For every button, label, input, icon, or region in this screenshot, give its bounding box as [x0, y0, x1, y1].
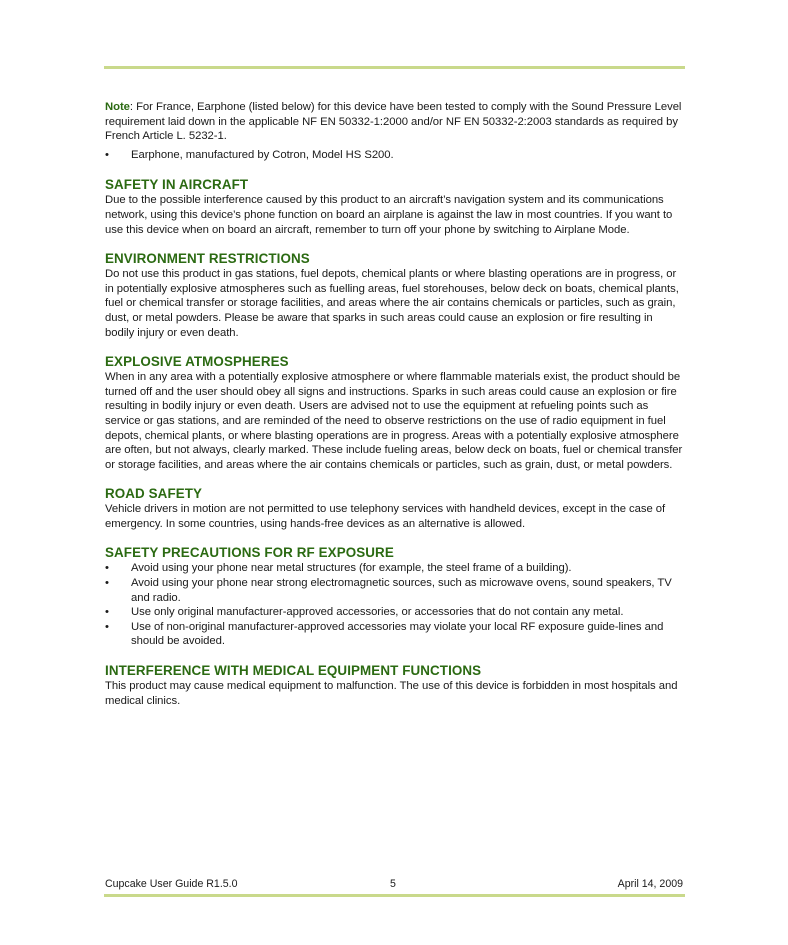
list-item: • Avoid using your phone near strong electromagnetic sources, such as microwave ovens, sound speakers, TV and radio.: [105, 577, 672, 604]
list-item: • Use of non-original manufacturer-approved accessories may violate your local RF exposure guide-lines and should be avoided.: [105, 620, 664, 648]
note-label: Note: [105, 101, 130, 113]
section-heading-explosive: EXPLOSIVE ATMOSPHERES: [105, 354, 289, 370]
section-heading-aircraft: SAFETY IN AIRCRAFT: [105, 177, 249, 193]
bullet-icon: •: [105, 148, 109, 161]
list-item: • Earphone, manufactured by Cotron, Model HS S200.: [105, 148, 394, 161]
section-heading-medical: INTERFERENCE WITH MEDICAL EQUIPMENT FUNCTIONS: [105, 663, 482, 679]
header-rule: [104, 66, 685, 69]
section-body-environment: Do not use this product in gas stations, fuel depots, chemical plants or where blasting operations are in progress, or in potentially explosive atmospheres such as fuelling areas, fuel storehouses, below deck on boats, chemical plants, fuel or chemical transfer or storage facilities, and areas where the air contains chemicals or particles, such as grain, dust, or metal powders. Please be aware that sparks in such areas could cause an explosion or fire resulting in bodily injury or even death.: [105, 268, 679, 339]
bullet-icon: •: [105, 606, 109, 619]
footer-date: April 14, 2009: [617, 878, 683, 890]
section-body-aircraft: Due to the possible interference caused by this product to an aircraft’s navigation system and its communications network, using this device’s phone function on board an airplane is against the law in most countries. If you want to use this device when on board an aircraft, remember to turn off your phone by switching to Airplane Mode.: [105, 194, 673, 236]
bullet-icon: •: [105, 577, 109, 590]
rf-precautions-list: [105, 561, 683, 649]
bullet-icon: •: [105, 620, 109, 633]
footer-document-title: Cupcake User Guide R1.5.0: [105, 878, 238, 890]
section-heading-environment: ENVIRONMENT RESTRICTIONS: [105, 251, 310, 267]
note-text: : For France, Earphone (listed below) for this device have been tested to comply with the Sound Pressure Level requirement laid down in the applicable NF EN 50332-1:2000 and/or NF EN 50332-2:2003 standards as required by French Article L. 5232-1.: [105, 101, 682, 143]
section-body-explosive: When in any area with a potentially explosive atmosphere or where flammable materials exist, the product should be turned off and the user should obey all signs and instructions. Sparks in such areas could cause an explosion or fire resulting in bodily injury or even death. Users are advised not to use the equipment at refueling points such as service or gas stations, and are reminded of the need to observe restrictions on the use of radio equipment in fuel depots, chemical plants, or where blasting operations are in progress. Areas with a potentially explosive atmosphere are often, but not always, clearly marked. These include fueling areas, below deck on boats, fuel or chemical transfer or storage facilities, and areas where the air contains chemicals or particles, such as grain, dust, or metal powders.: [105, 371, 683, 471]
footer-rule: [104, 894, 685, 897]
footer-page-number: 5: [390, 878, 396, 890]
section-body-road: Vehicle drivers in motion are not permitted to use telephony services with handheld devices, except in the case of emergency. In some countries, using hands-free devices as an alternative is allowed.: [105, 503, 666, 530]
section-heading-road: ROAD SAFETY: [105, 486, 203, 502]
bullet-icon: •: [105, 562, 109, 575]
section-body-medical: This product may cause medical equipment to malfunction. The use of this device is forbidden in most hospitals and medical clinics.: [105, 680, 678, 707]
section-heading-rf: SAFETY PRECAUTIONS FOR RF EXPOSURE: [105, 545, 394, 561]
note-list: [105, 148, 683, 163]
page-content: [105, 100, 683, 708]
list-item: • Avoid using your phone near metal structures (for example, the steel frame of a building).: [105, 562, 572, 575]
list-item: • Use only original manufacturer-approved accessories, or accessories that do not contain any metal.: [105, 606, 624, 619]
note-paragraph: [105, 100, 683, 144]
